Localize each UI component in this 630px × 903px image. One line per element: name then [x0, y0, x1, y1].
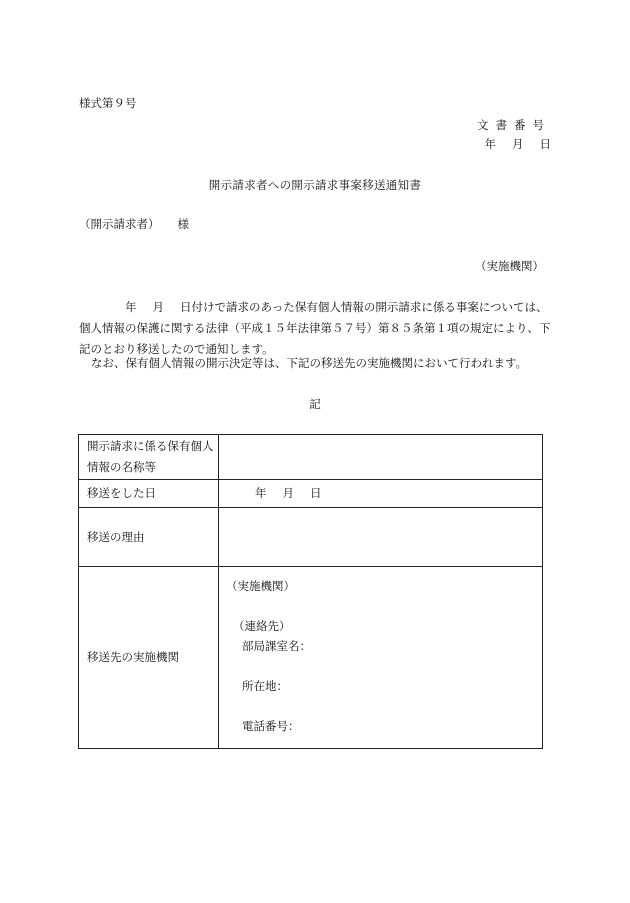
form-id: 様式第９号 [79, 96, 137, 110]
body-month: 月 [152, 300, 164, 314]
body-note: なお、保有個人情報の開示決定等は、下記の移送先の実施機関において行われます。 [91, 356, 528, 370]
issue-date-year: 年 [484, 137, 496, 151]
info-name-value [219, 435, 543, 480]
destination-agency-name: （実施機関） [226, 579, 295, 593]
transfer-date-value [219, 480, 543, 508]
issue-date-day: 日 [539, 137, 551, 151]
document-title: 開示請求者への開示請求事案移送通知書 [208, 178, 422, 192]
recipient-honorific: 様 [177, 217, 189, 231]
info-name-label: 開示請求に係る保有個人情報の名称等 [79, 435, 219, 480]
issue-date [485, 139, 552, 151]
destination-agency-label: 移送先の実施機関 [79, 567, 219, 749]
transfer-date-label: 移送をした日 [79, 480, 219, 508]
destination-contact-heading: （連絡先） [233, 619, 291, 633]
table-row [79, 567, 543, 749]
destination-agency-details [219, 567, 543, 749]
transfer-reason-value [219, 508, 543, 567]
document-number: 文書番号 [477, 118, 551, 132]
transfer-date-year: 年 [255, 485, 267, 500]
transfer-date-month: 月 [282, 485, 294, 500]
issue-date-month: 月 [512, 137, 524, 151]
transfer-reason-label: 移送の理由 [79, 508, 219, 567]
ki-heading: 記 [309, 397, 321, 411]
body-text: 日付けで請求のあった保有個人情報の開示請求に係る事案については、個人情報の保護に関する法律（平成１５年法律第５７号）第８５条第１項の規定により、下記のとおり移送したので通知します。 [79, 300, 551, 356]
table-row [79, 508, 543, 567]
body-paragraph-1 [79, 297, 554, 360]
table-row [79, 435, 543, 480]
body-paragraph-2 [79, 358, 554, 370]
destination-address: 所在地： [242, 679, 288, 693]
issuer-agency: （実施機関） [475, 259, 544, 273]
table-row [79, 480, 543, 508]
body-year: 年 [125, 300, 137, 314]
transfer-date-day: 日 [310, 485, 322, 500]
destination-phone: 電話番号： [242, 719, 300, 733]
transfer-details-table [78, 434, 543, 749]
recipient-label: （開示請求者） [79, 217, 160, 231]
destination-department: 部局課室名： [242, 639, 311, 653]
recipient-line [79, 219, 189, 231]
